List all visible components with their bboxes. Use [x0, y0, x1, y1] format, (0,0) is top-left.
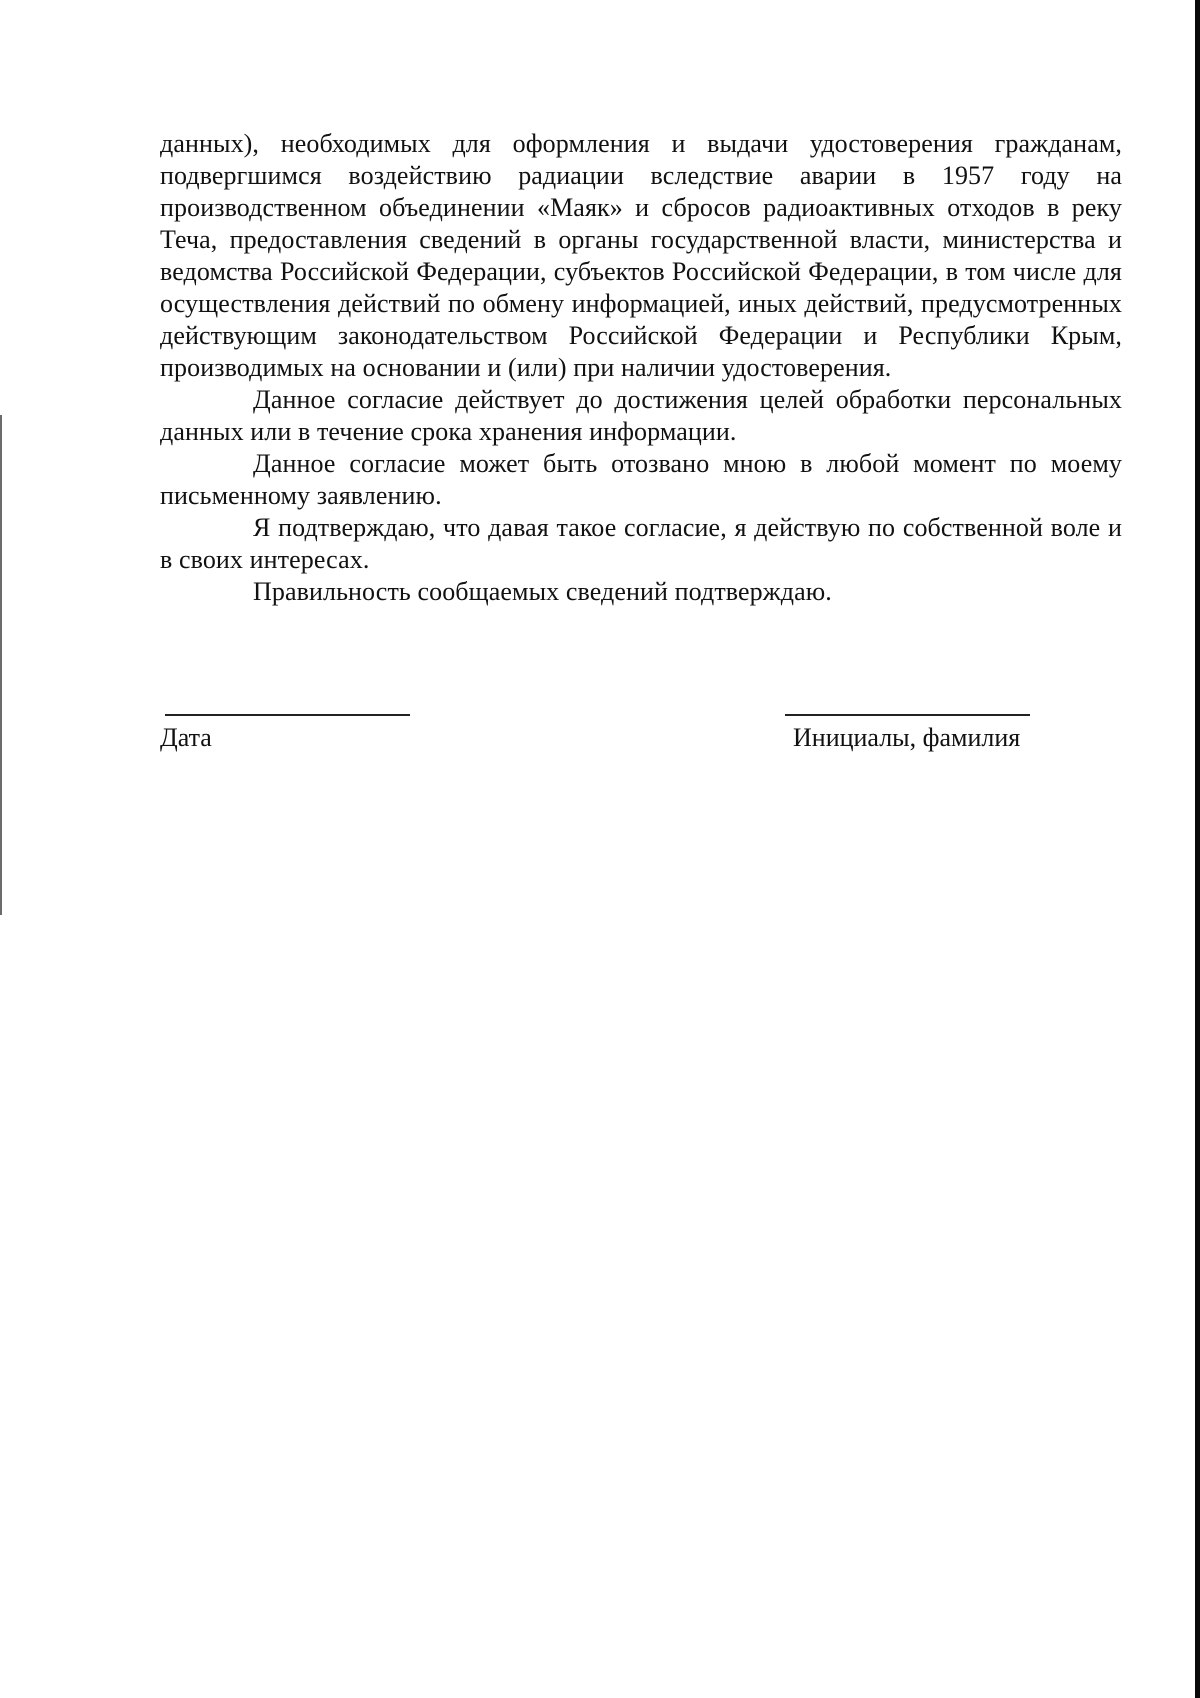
- consent-duration-paragraph: Данное согласие действует до достижения целей обработки персональных данных или в течение срока хранения информации.: [160, 385, 1122, 446]
- free-will-confirmation-paragraph: Я подтверждаю, что давая такое согласие, я действую по собственной воле и в своих интересах.: [160, 513, 1122, 574]
- accuracy-confirmation-paragraph: Правильность сообщаемых сведений подтверждаю.: [253, 577, 832, 606]
- date-label: Дата: [160, 723, 212, 752]
- signature-block: [160, 714, 1050, 774]
- document-body: [160, 128, 1122, 608]
- consent-purpose-paragraph: данных), необходимых для оформления и выдачи удостоверения гражданам, подвергшимся воздействию радиации вследствие аварии в 1957 году на производственном объединении «Маяк» и сбросов радиоактивных отходов в реку Теча, предоставления сведений в органы государственной власти, министерства и ведомства Российской Федерации, субъектов Российской Федерации, в том числе для осуществления действий по обмену информацией, иных действий, предусмотренных действующим законодательством Российской Федерации и Республики Крым, производимых на основании и (или) при наличии удостоверения.: [160, 129, 1122, 382]
- consent-revocation-paragraph: Данное согласие может быть отозвано мною в любой момент по моему письменному заявлению.: [160, 449, 1122, 510]
- scan-border-right: [1195, 0, 1200, 1698]
- date-signature-line: [165, 714, 410, 716]
- name-signature-line: [785, 714, 1030, 716]
- scan-border-left: [0, 415, 2, 915]
- initials-surname-label: Инициалы, фамилия: [793, 723, 1021, 752]
